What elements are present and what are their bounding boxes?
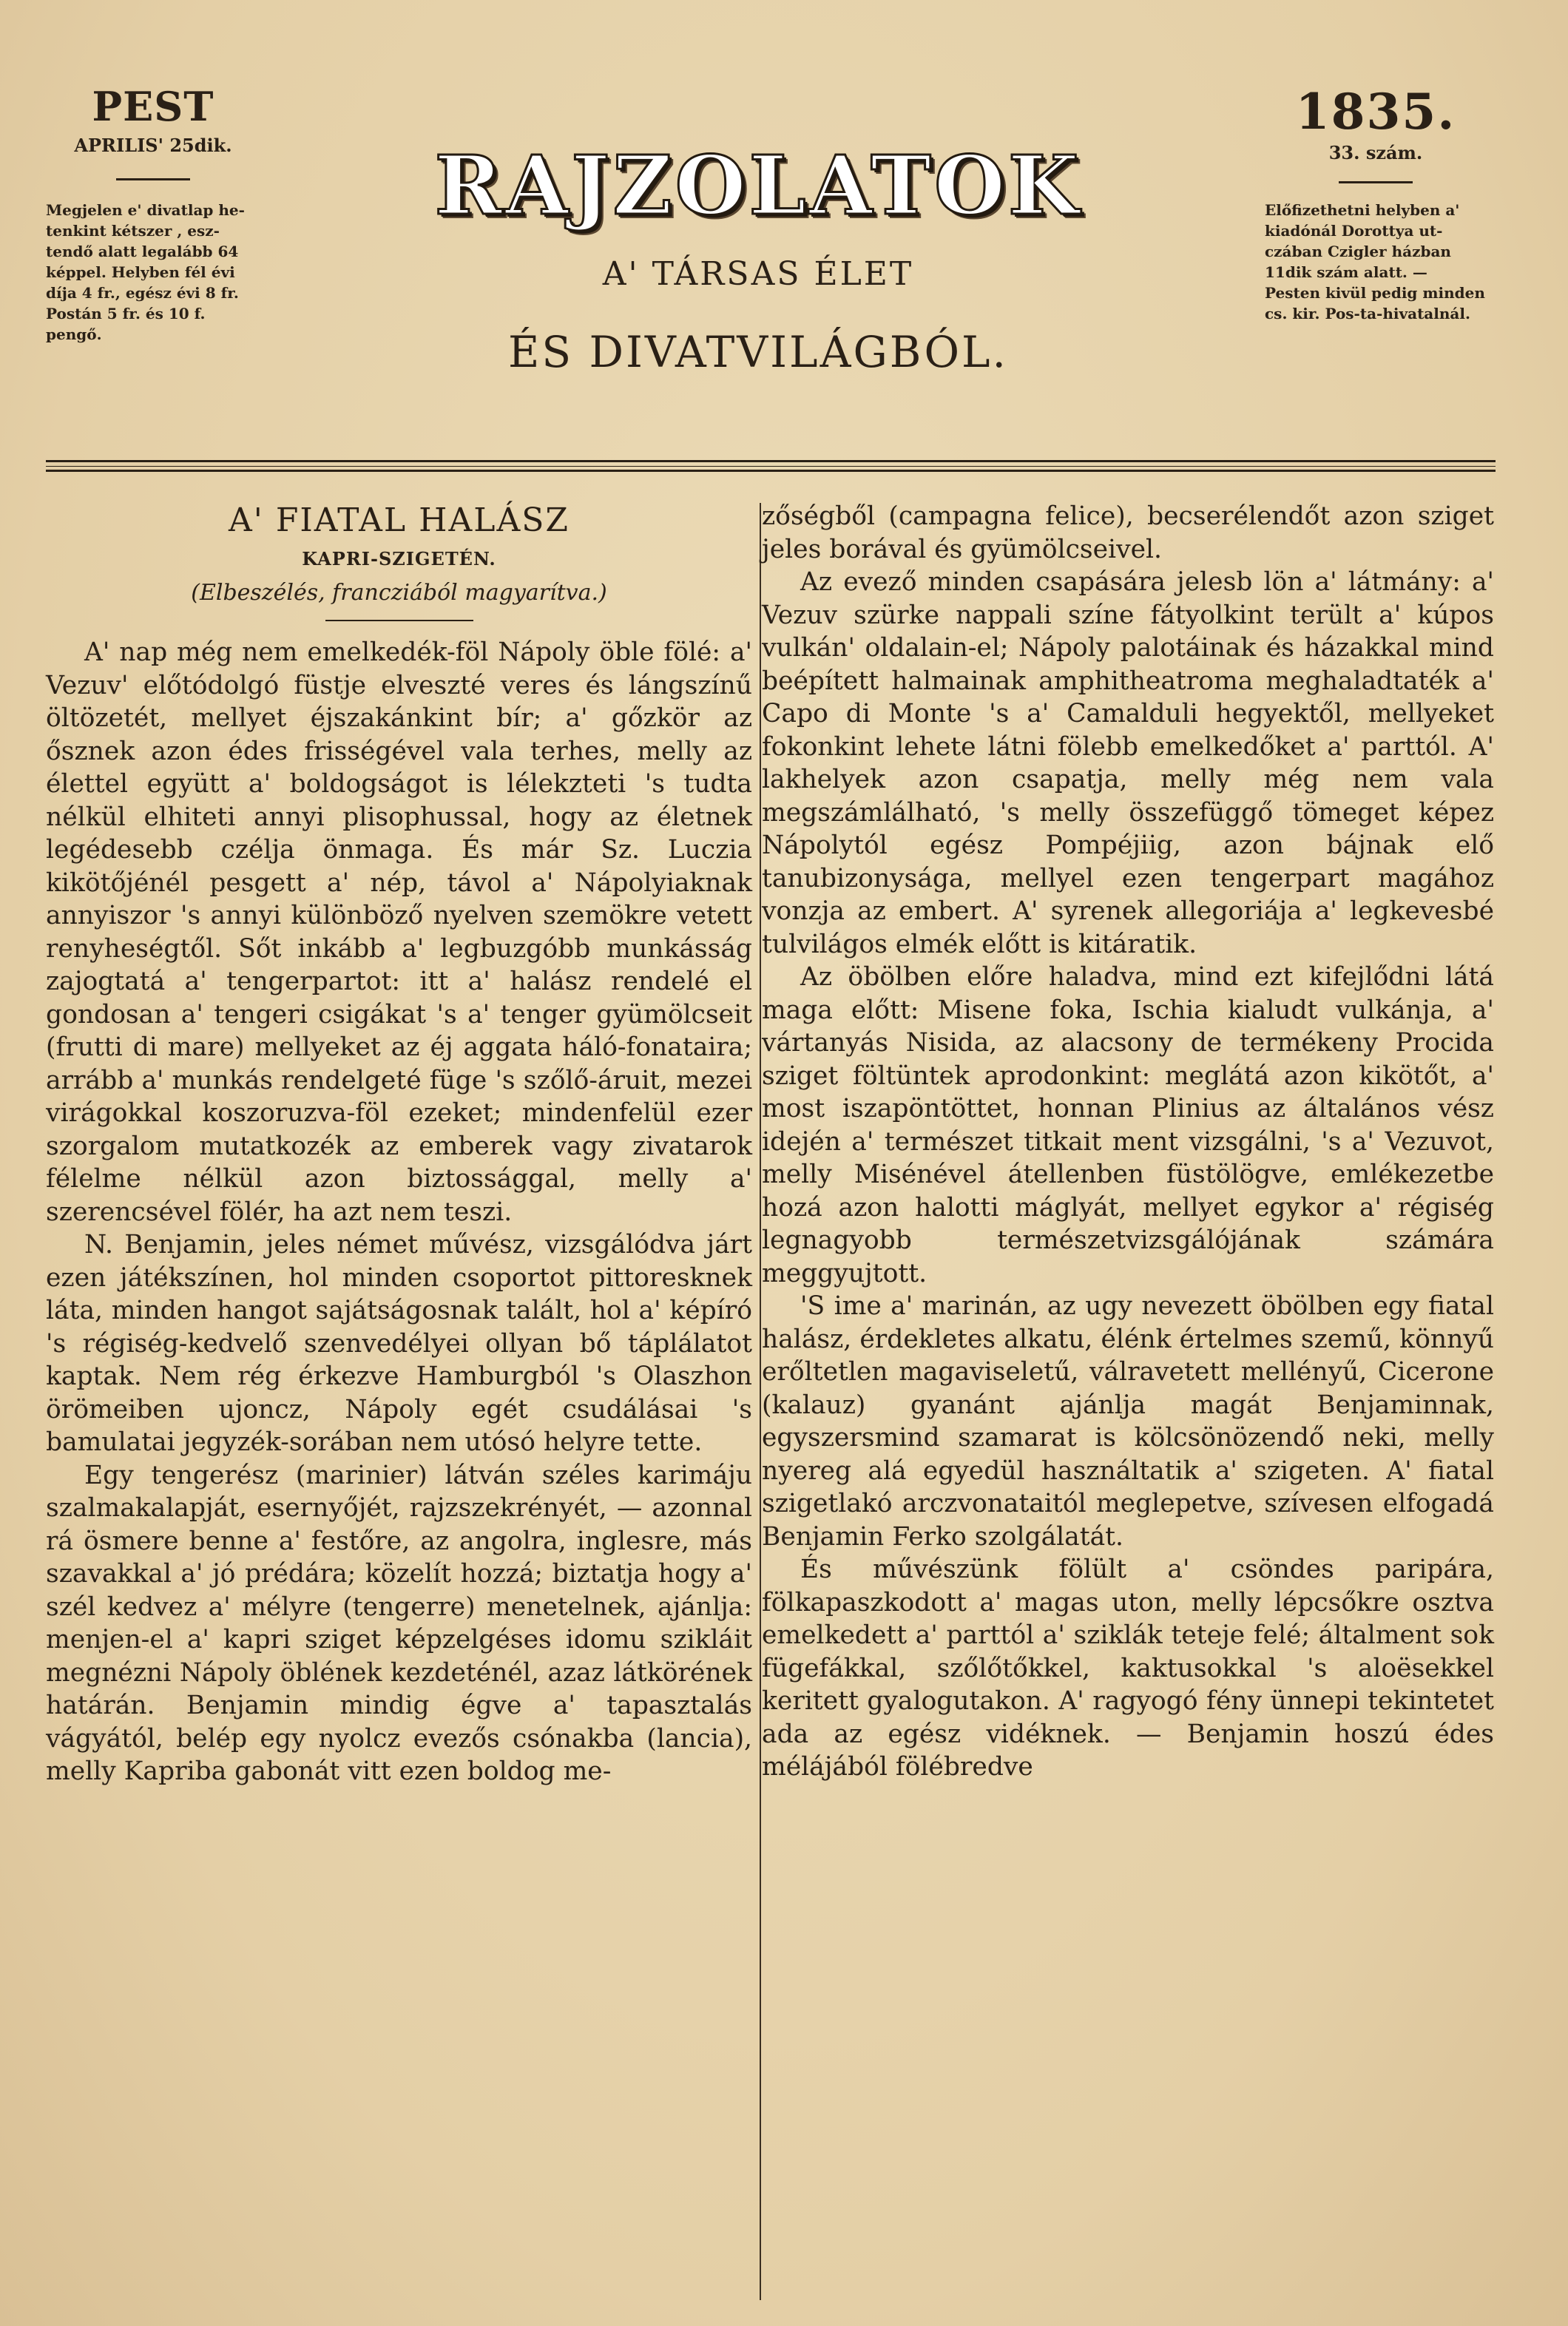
masthead-subtitle-2: ÉS DIVATVILÁGBÓL. [507,327,1008,377]
header-rule [46,466,1496,467]
issue-number: 33. szám. [1328,142,1423,163]
right-column [762,500,1494,1784]
paragraph: A' nap még nem emelkedék-föl Nápoly öble fölé: a' Vezuv' előtódolgó füstje elveszté veres és lángszínű öltözetét, mellyet éjszakánkint bír; a' gőzkör az ősznek azon édes frisségével vala terhes, melly az élettel együtt a' boldogságot is lélekzteti 's tudta nélkül elhiteti annyi plisophussal, hogy az életnek legédesebb czélja önmaga. És már Sz. Luczia kikötőjénél pesgett a' nép, távol a' Nápolyiaknak annyiszor 's annyi különböző nyelven szemökre vetett renyheségtől. Sőt inkább a' legbuzgóbb munkásság zajogtatá a' tengerpartot: itt a' halász rendelé el gondosan a' tengeri csigákat 's a' tenger gyümölcseit (frutti di mare) mellyeket az éj aggata háló-fonataira; arrább a' munkás rendelgeté füge 's szőlő-áruit, mezei virágokkal koszoruzva-föl ezeket; mindenfelül ezer szorgalom mutatkozék az emberek vagy zivatarok félelme nélkül azon biztossággal, melly a' szerencsével fölér, ha azt nem teszi. [46,638,752,1227]
subscription-note: Megjelen e' divatlap he-tenkint kétszer , esz-tendő alatt legalább 64 képpel. Helyben fél évi díja 4 fr., egész évi 8 fr. Postán 5 fr. és 10 f. pengő. [46,201,245,343]
paragraph: Egy tengerész (marinier) látván széles karimáju szalmakalapját, esernyőjét, rajzszekrényét, — azonnal rá ösmere benne a' festőre, az angolra, inglesre, más szavakkal a' jó prédára; közelít hozzá; biztatja hogy a' szél kedvez a' mélyre (tengerre) menetelnek, ajánlja: menjen-el a' kapri sziget képzelgéses idomu szikláit megnézni Nápoly öblének kezdeténél, azaz látkörének határán. Benjamin mindig égve a' tapasztalás vágyától, belép egy nyolcz evezős csónakba (lancia), melly Kapriba gabonát vitt ezen boldog me- [46,1460,752,1786]
masthead-title: RAJZOLATOK [434,138,1082,233]
masthead-right [1265,83,1487,324]
paragraph: N. Benjamin, jeles német művész, vizsgálódva járt ezen játékszínen, hol minden csoportot pittoresknek láta, minden hangot sajátságosnak talált, hol a' képíró 's régiség-kedvelő szenvedélyei ollyan bő táplálatot kaptak. Nem rég érkezve Hamburgból 's Olaszhon örömeiben ujoncz, Nápoly egét csudálásai 's bamulatai jegyzék-sorában nem utósó helyre tette. [46,1230,752,1457]
paragraph: Az öbölben előre haladva, mind ezt kifejlődni látá maga előtt: Misene foka, Ischia kialudt vulkánja, a' vártanyás Nisida, az alacsony de termékeny Procida sziget föltüntek aprodonkint: meglátá azon kikötőt, a' most iszapöntöttet, honnan Plinius az általános vész idején a' természet titkait ment vizsgálni, 's a' Vezuvot, melly Misénével átellenben füstölögve, emlékezetbe hozá azon halotti máglyát, mellyet egykor a' régiség legnagyobb természetvizsgálójának számára meggyujtott. [762,962,1494,1288]
header-rule [46,460,1496,462]
issue-date: APRILIS' 25dik. [74,135,232,156]
divider [1339,181,1413,183]
paragraph: Az evező minden csapására jelesb lön a' látmány: a' Vezuv szürke nappali színe fátyolkint terült a' kúpos vulkán' oldalain-el; Nápoly palotáinak és házakkal mind beépített halmainak amphitheatroma meghaladtaték a' Capo di Monte 's a' Camalduli hegyektől, mellyeket fokonkint lehete látni fölebb emelkedőket a' parttól. A' lakhelyek azon csapatja, melly még nem vala megszámlálható, 's melly összefüggő tömeget képez Nápolytól egész Pompéjiig, azon bájnak elő tanubizonysága, mellyel ezen tengerpart magához vonzja az embert. A' syrenek allegoriája a' legkevesbé tulvilágos elmék előtt is kitáratik. [762,567,1494,959]
paragraph: 'S ime a' marinán, az ugy nevezett öbölben egy fiatal halász, érdekletes alkatu, élénk értelmes szemű, könnyű erőltetlen magaviseletű, válravetett mellényű, Cicerone (kalauz) gyanánt ajánlja magát Benjaminnak, egyszersmind szamarat is kölcsönözendő neki, melly nyereg alá egyedül használtatik a' szigeten. A' fiatal szigetlakó arczvonataitól meglepetve, szívesen elfogadá Benjamin Ferko szolgálatát. [762,1291,1494,1552]
publisher-note: Előfizethetni helyben a' kiadónál Dorottya ut-czában Czigler házban 11dik szám alatt. — Pesten kivül pedig minden cs. kir. Pos-ta-hivatalnál. [1265,201,1485,322]
article-title: A' FIATAL HALÁSZ [229,501,570,539]
column-divider [760,503,761,2300]
article-divider [325,620,473,621]
paragraph: És művészünk fölült a' csöndes paripára, fölkapaszkodott a' magas uton, melly lépcsőkre osztva emelkedett a' parttól a' sziklák teteje felé; általment sok fügefákkal, szőlőtőkkel, kaktusokkal 's aloësekkel keritett gyalogutakon. A' ragyogó fény ünnepi tekintetet ada az egész vidéknek. — Benjamin hoszú édes mélájából fölébredve [762,1555,1494,1782]
divider [116,178,190,180]
issue-year: 1835. [1295,83,1456,141]
paragraph: zőségből (campagna felice), becserélendőt azon sziget jeles borával és gyümölcseivel. [762,501,1494,564]
header-rule [46,470,1496,472]
city-name: PEST [92,83,214,130]
article-note: (Elbeszélés, francziából magyarítva.) [191,580,607,606]
masthead-left [46,83,260,345]
left-column [46,500,752,1788]
masthead-subtitle-1: A' TÁRSAS ÉLET [602,255,914,293]
article-subtitle: KAPRI-SZIGETÉN. [302,548,496,569]
